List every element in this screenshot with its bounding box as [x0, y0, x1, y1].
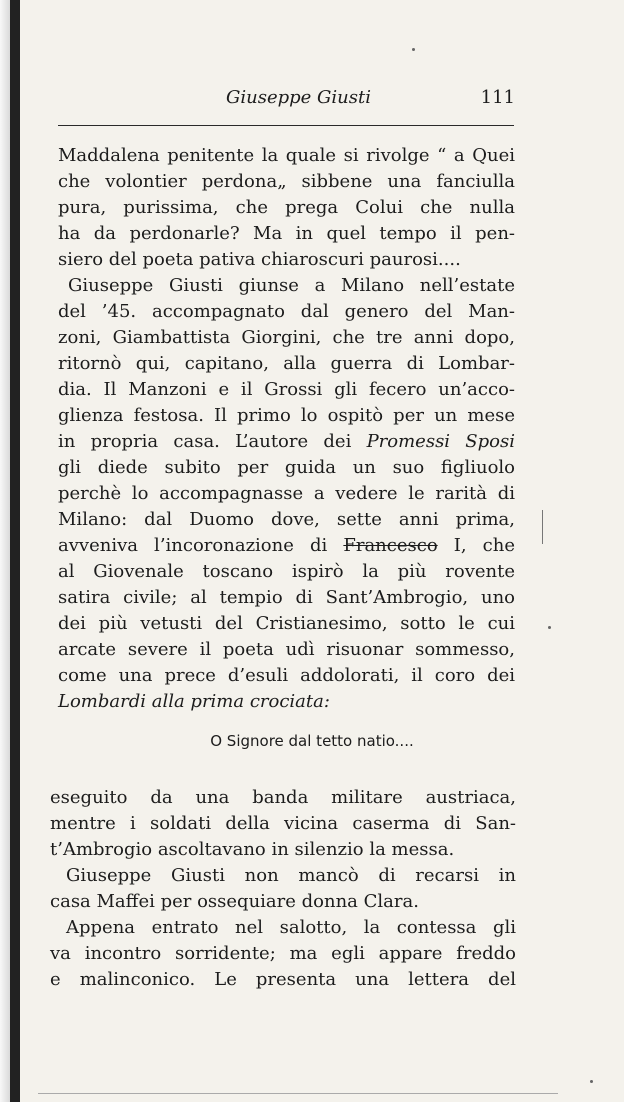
book-title-promessi-sposi: Promessi Sposi [366, 431, 515, 452]
text-line: eseguito da una banda militare austriaca, [50, 787, 516, 808]
text-line: gli diede subito per guida un suo figliuolo [58, 457, 515, 478]
page-bottom-edge [38, 1093, 558, 1094]
text-line: arcate severe il poeta udì risuonar sommesso, [58, 639, 515, 660]
text-line: ritornò qui, capitano, alla guerra di Lombar- [58, 353, 515, 374]
running-title: Giuseppe Giusti [226, 87, 371, 108]
page-number: 111 [480, 87, 515, 108]
text-line: zoni, Giambattista Giorgini, che tre anni dopo, [58, 327, 515, 348]
ink-speck [590, 1080, 593, 1083]
running-header [58, 87, 515, 115]
text-line: mentre i soldati della vicina caserma di San- [50, 813, 516, 834]
text-line: perchè lo accompagnasse a vedere le rarità di [58, 483, 515, 504]
text-line: siero del poeta pativa chiaroscuri paurosi.... [58, 249, 461, 270]
text-segment: avveniva l’incoronazione di [58, 535, 344, 556]
text-line: che volontier perdona„ sibbene una fanciulla [58, 171, 515, 192]
text-line: dia. Il Manzoni e il Grossi gli fecero un’acco- [58, 379, 515, 400]
text-line: come una prece d’esuli addolorati, il coro dei [58, 665, 515, 686]
text-segment: in propria casa. L’autore dei [58, 431, 367, 452]
text-line: del ’45. accompagnato dal genero del Man- [58, 301, 515, 322]
text-line: va incontro sorridente; ma egli appare freddo [50, 943, 516, 964]
page-edge [0, 0, 10, 1102]
text-line: pura, purissima, che prega Colui che nulla [58, 197, 515, 218]
struck-correction: Francesco [343, 535, 438, 556]
text-line: satira civile; al tempio di Sant’Ambrogio, uno [58, 587, 515, 608]
margin-pencil-mark [542, 510, 543, 544]
text-line: Appena entrato nel salotto, la contessa gli [66, 917, 516, 938]
text-line: al Giovenale toscano ispirò la più rovente [58, 561, 515, 582]
body-text-top [58, 143, 515, 715]
text-line: glienza festosa. Il primo lo ospitò per un mese [58, 405, 515, 426]
quoted-verse: O Signore dal tetto natio.... [210, 732, 414, 750]
text-line: Giuseppe Giusti giunse a Milano nell’estate [68, 275, 515, 296]
text-line: dei più vetusti del Cristianesimo, sotto le cui [58, 613, 515, 634]
binding-shadow [10, 0, 20, 1102]
text-line-sposi [58, 429, 515, 455]
text-line: t’Ambrogio ascoltavano in silenzio la messa. [50, 839, 455, 860]
text-line: Milano: dal Duomo dove, sette anni prima, [58, 509, 515, 530]
opera-title-line: Lombardi alla prima crociata: [58, 691, 330, 712]
text-line: ha da perdonarle? Ma in quel tempo il pen- [58, 223, 515, 244]
text-line: Giuseppe Giusti non mancò di recarsi in [66, 865, 516, 886]
ink-speck [412, 48, 415, 51]
text-segment: I, che [437, 535, 516, 556]
text-line: casa Maffei per ossequiare donna Clara. [50, 891, 419, 912]
text-line-correction [58, 533, 515, 559]
header-rule [58, 125, 514, 126]
body-text-bottom [50, 785, 516, 993]
ink-speck [548, 626, 551, 629]
text-line: e malinconico. Le presenta una lettera del [50, 969, 516, 990]
text-line: Maddalena penitente la quale si rivolge “ a Quei [58, 145, 515, 166]
